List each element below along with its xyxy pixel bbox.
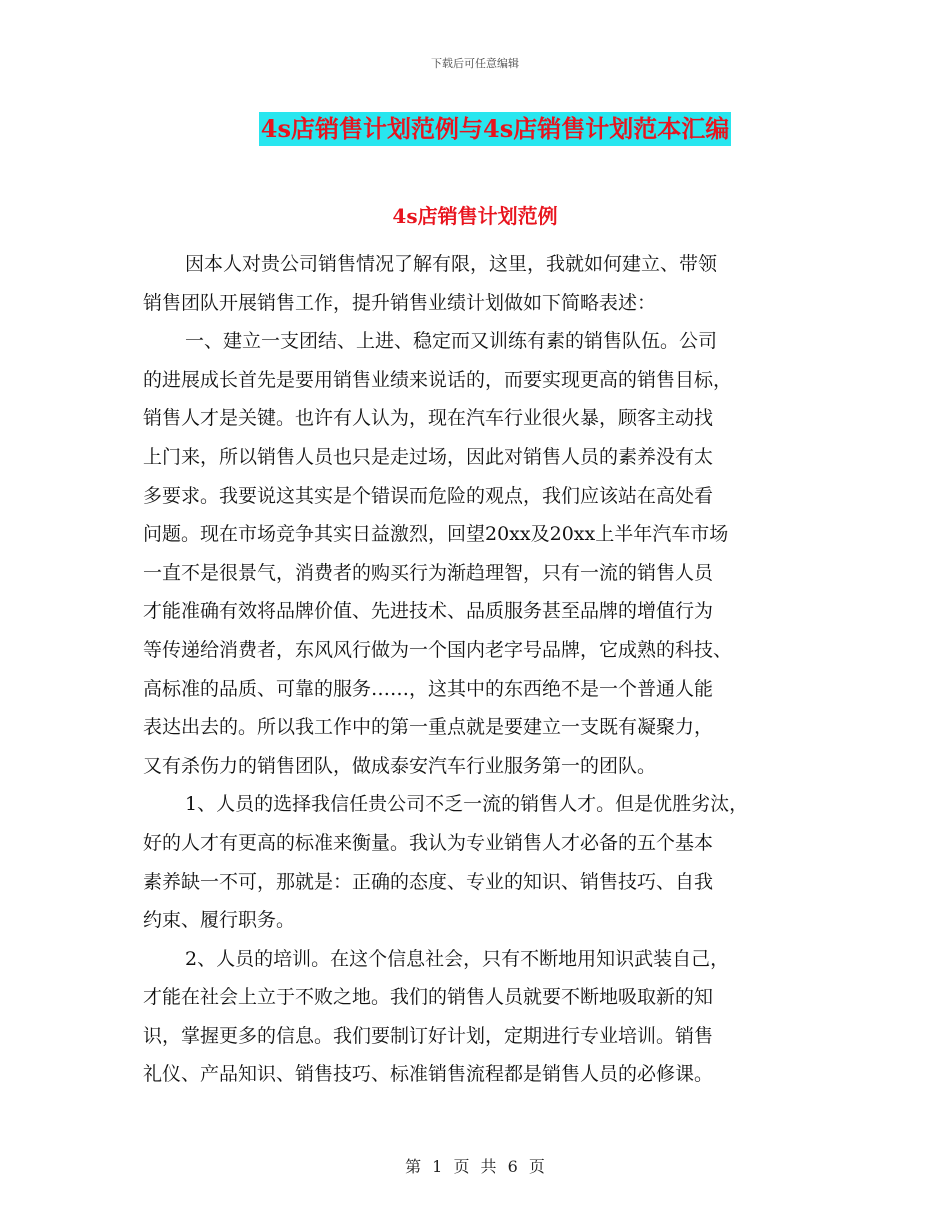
body-line: 才能准确有效将品牌价值、先进技术、品质服务甚至品牌的增值行为	[143, 600, 714, 623]
body-line: 问题。现在市场竞争其实日益激烈，回望20xx及20xx上半年汽车市场	[143, 523, 729, 546]
body-line: 表达出去的。所以我工作中的第一重点就是要建立一支既有凝聚力，	[143, 716, 714, 739]
document-body	[143, 245, 823, 1094]
page-footer: 第 1 页 共 6 页	[405, 1157, 545, 1176]
body-line: 多要求。我要说这其实是个错误而危险的观点，我们应该站在高处看	[143, 484, 714, 507]
body-line: 识，掌握更多的信息。我们要制订好计划，定期进行专业培训。销售	[143, 1024, 714, 1047]
body-line: 2、人员的培训。在这个信息社会，只有不断地用知识武装自己，	[185, 947, 730, 970]
body-line: 一、建立一支团结、上进、稳定而又训练有素的销售队伍。公司	[185, 330, 718, 353]
body-line: 好的人才有更高的标准来衡量。我认为专业销售人才必备的五个基本	[143, 831, 714, 854]
body-line: 才能在社会上立于不败之地。我们的销售人员就要不断地吸取新的知	[143, 986, 714, 1009]
body-line: 因本人对贵公司销售情况了解有限，这里，我就如何建立、带领	[185, 253, 718, 275]
body-line: 等传递给消费者，东风风行做为一个国内老字号品牌，它成熟的科技、	[143, 638, 733, 661]
document-title: 4s店销售计划范例与4s店销售计划范本汇编	[259, 112, 731, 146]
body-line: 约束、履行职务。	[143, 909, 296, 932]
header-note: 下载后可任意编辑	[431, 57, 519, 70]
body-line: 销售团队开展销售工作，提升销售业绩计划做如下简略表述：	[143, 291, 657, 314]
body-line: 高标准的品质、可靠的服务……，这其中的东西绝不是一个普通人能	[143, 677, 714, 700]
body-line: 的进展成长首先是要用销售业绩来说话的，而要实现更高的销售目标，	[143, 368, 733, 391]
body-line: 礼仪、产品知识、销售技巧、标准销售流程都是销售人员的必修课。	[143, 1063, 714, 1086]
body-line: 销售人才是关键。也许有人认为，现在汽车行业很火暴，顾客主动找	[143, 407, 714, 430]
body-line: 素养缺一不可，那就是：正确的态度、专业的知识、销售技巧、自我	[143, 870, 714, 893]
body-line: 又有杀伤力的销售团队，做成泰安汽车行业服务第一的团队。	[143, 754, 657, 777]
body-line: 一直不是很景气，消费者的购买行为渐趋理智，只有一流的销售人员	[143, 561, 714, 584]
section-title: 4s店销售计划范例	[392, 204, 558, 228]
body-line: 1、人员的选择我信任贵公司不乏一流的销售人才。但是优胜劣汰，	[185, 793, 749, 816]
body-line: 上门来，所以销售人员也只是走过场，因此对销售人员的素养没有太	[143, 445, 714, 468]
document-title-wrapper	[0, 112, 950, 146]
